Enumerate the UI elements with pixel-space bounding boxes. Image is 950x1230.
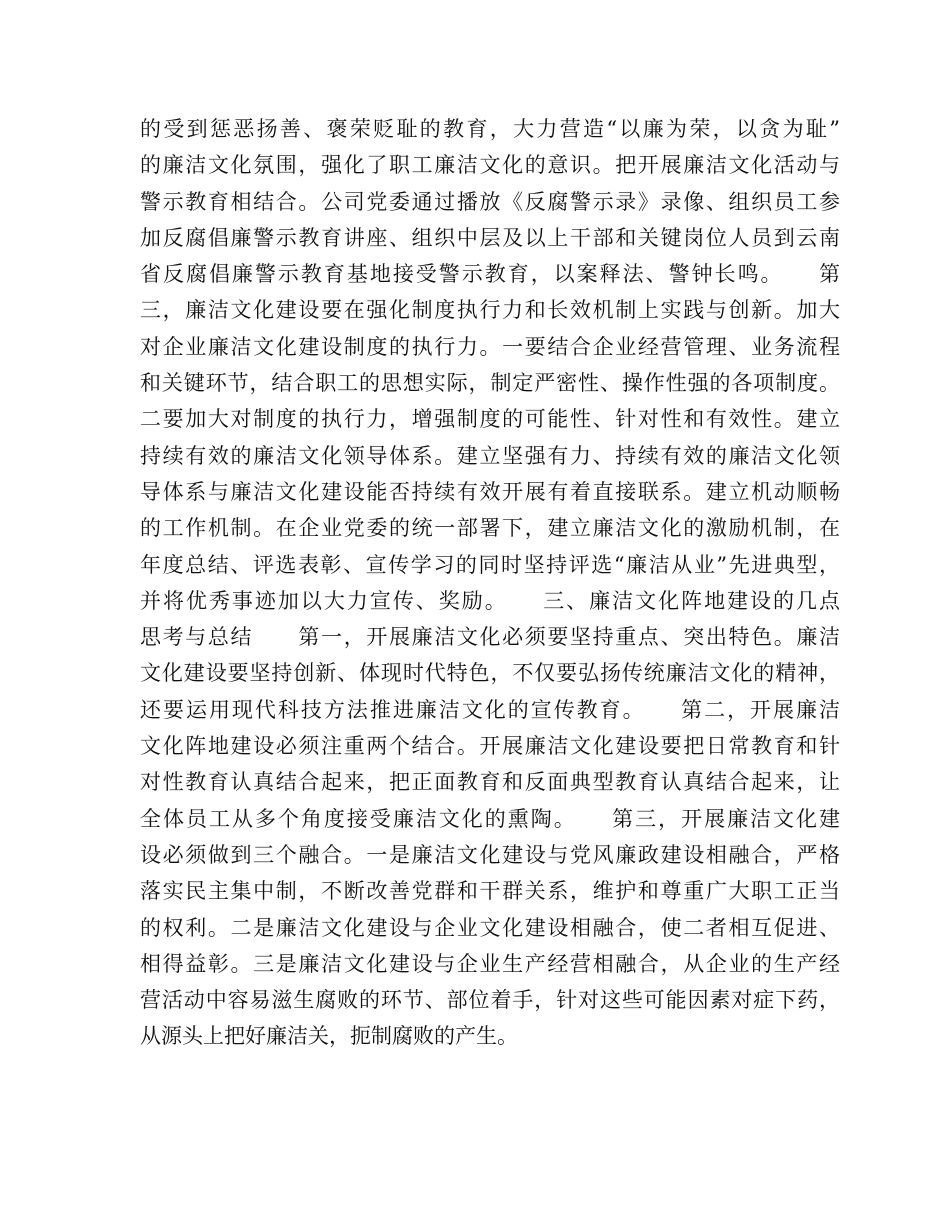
body-text: [140, 111, 840, 1055]
text-line: 全体员工从多个角度接受廉洁文化的熏陶。 第三，开展廉洁文化建: [140, 806, 840, 831]
text-line: 二要加大对制度的执行力，增强制度的可能性、针对性和有效性。建立: [140, 407, 840, 432]
text-line: 并将优秀事迹加以大力宣传、奖励。 三、廉洁文化阵地建设的几点: [140, 588, 840, 613]
text-line: 营活动中容易滋生腐败的环节、部位着手，针对这些可能因素对症下药，: [140, 988, 840, 1013]
text-line: 三，廉洁文化建设要在强化制度执行力和长效机制上实践与创新。加大: [140, 298, 840, 323]
text-line: 和关键环节，结合职工的思想实际，制定严密性、操作性强的各项制度。: [140, 371, 840, 396]
text-line: 对企业廉洁文化建设制度的执行力。一要结合企业经营管理、业务流程: [140, 334, 840, 359]
text-line: 从源头上把好廉洁关，扼制腐败的产生。: [140, 1024, 518, 1049]
text-line: 思考与总结 第一，开展廉洁文化必须要坚持重点、突出特色。廉洁: [140, 625, 840, 650]
text-line: 导体系与廉洁文化建设能否持续有效开展有着直接联系。建立机动顺畅: [140, 479, 840, 504]
text-line: 还要运用现代科技方法推进廉洁文化的宣传教育。 第二，开展廉洁: [140, 697, 840, 722]
text-line: 的权利。二是廉洁文化建设与企业文化建设相融合，使二者相互促进、: [140, 915, 840, 940]
text-line: 的廉洁文化氛围，强化了职工廉洁文化的意识。把开展廉洁文化活动与: [140, 153, 840, 178]
text-line: 年度总结、评选表彰、宣传学习的同时坚持评选“廉洁从业”先进典型，: [140, 552, 840, 577]
text-line: 文化建设要坚持创新、体现时代特色，不仅要弘扬传统廉洁文化的精神，: [140, 661, 840, 686]
text-line: 相得益彰。三是廉洁文化建设与企业生产经营相融合，从企业的生产经: [140, 951, 840, 976]
text-line: 省反腐倡廉警示教育基地接受警示教育，以案释法、警钟长鸣。 第: [140, 262, 840, 287]
text-line: 落实民主集中制，不断改善党群和干群关系，维护和尊重广大职工正当: [140, 879, 840, 904]
text-line: 的受到惩恶扬善、褒荣贬耻的教育，大力营造“以廉为荣，以贪为耻”: [140, 117, 840, 141]
text-line: 设必须做到三个融合。一是廉洁文化建设与党风廉政建设相融合，严格: [140, 842, 840, 867]
text-line: 文化阵地建设必须注重两个结合。开展廉洁文化建设要把日常教育和针: [140, 734, 840, 759]
text-line: 警示教育相结合。公司党委通过播放《反腐警示录》录像、组织员工参: [140, 189, 840, 214]
text-line: 加反腐倡廉警示教育讲座、组织中层及以上干部和关键岗位人员到云南: [140, 225, 840, 250]
text-line: 对性教育认真结合起来，把正面教育和反面典型教育认真结合起来，让: [140, 770, 840, 795]
text-line: 的工作机制。在企业党委的统一部署下，建立廉洁文化的激励机制，在: [140, 516, 840, 541]
text-line: 持续有效的廉洁文化领导体系。建立坚强有力、持续有效的廉洁文化领: [140, 443, 840, 468]
